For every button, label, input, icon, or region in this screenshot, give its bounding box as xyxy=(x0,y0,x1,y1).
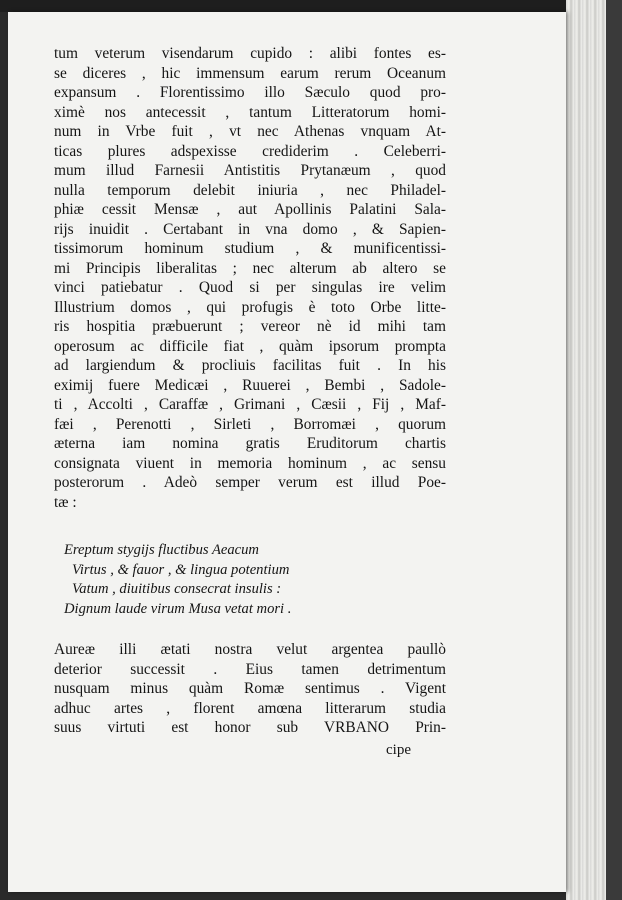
text-line: mi Principis liberalitas ; nec alterum ab altero se xyxy=(54,259,446,277)
text-line: nusquam minus quàm Romæ sentimus . Vigent xyxy=(54,680,446,697)
text-line: ximè nos antecessit , tantum Litteratorum homi- xyxy=(54,103,446,121)
verse-line: Dignum laude virum Musa vetat mori . xyxy=(64,600,292,617)
text-line: ticas plures adspexisse crediderim . Celeberri- xyxy=(54,142,446,160)
text-line: posterorum . Adeò semper verum est illud Poe- xyxy=(54,474,446,491)
text-line: ad largiendum & procliuis facilitas fuit . In his xyxy=(54,357,446,374)
text-line: deterior successit . Eius tamen detrimentum xyxy=(54,660,446,678)
verse-line: Vatum , diuitibus consecrat insulis : xyxy=(72,581,282,597)
scan-top-border xyxy=(0,0,622,12)
paragraph-2 xyxy=(54,640,446,738)
text-line: num in Vrbe fuit , vt nec Athenas vnquam At- xyxy=(54,123,446,140)
text-line: Illustrium domos , qui profugis è toto Orbe litte- xyxy=(54,298,446,316)
text-line: ti , Accolti , Caraffæ , Grimani , Cæsii , Fij , Maf- xyxy=(54,396,446,413)
book-page-edges xyxy=(566,0,622,900)
text-line: vinci patiebatur . Quod si per singulas ire velim xyxy=(54,279,446,296)
text-line: rijs inuidit . Certabant in vna domo , & Sapien- xyxy=(54,220,446,238)
text-line: Aureæ illi ætati nostra velut argentea paullò xyxy=(54,641,446,658)
catchword: cipe xyxy=(386,742,411,758)
scan-right-border xyxy=(606,0,622,900)
text-line: consignata viuent in memoria hominum , ac sensu xyxy=(54,454,446,472)
text-line: mum illud Farnesii Antistitis Prytanæum , quod xyxy=(54,162,446,179)
text-line: suus virtuti est honor sub VRBANO Prin- xyxy=(54,719,446,736)
verse-line: Ereptum stygijs fluctibus Aeacum xyxy=(64,542,259,558)
text-line: operosum ac difficile fiat , quàm ipsorum prompta xyxy=(54,337,446,355)
verse-quotation xyxy=(64,541,404,619)
text-line: se diceres , hic immensum earum rerum Oceanum xyxy=(54,64,446,82)
text-line: eximij fuere Medicæi , Ruuerei , Bembi , Sadole- xyxy=(54,376,446,394)
paragraph-1 xyxy=(54,44,446,512)
text-line: ris hospitia præbuerunt ; vereor nè id mihi tam xyxy=(54,318,446,335)
text-line: tum veterum visendarum cupido : alibi fontes es- xyxy=(54,45,446,62)
text-line: tæ : xyxy=(54,493,77,511)
text-line: phiæ cessit Mensæ , aut Apollinis Palatini Sala- xyxy=(54,201,446,218)
text-line: expansum . Florentissimo illo Sæculo quod pro- xyxy=(54,84,446,101)
text-line: nulla temporum delebit iniuria , nec Philadel- xyxy=(54,181,446,199)
text-line: fæi , Perenotti , Sirleti , Borromæi , quorum xyxy=(54,415,446,433)
text-line: adhuc artes , florent amœna litterarum studia xyxy=(54,699,446,717)
text-line: tissimorum hominum studium , & munificentissi- xyxy=(54,240,446,257)
verse-line: Virtus , & fauor , & lingua potentium xyxy=(72,561,290,578)
text-line: æterna iam nomina gratis Eruditorum chartis xyxy=(54,435,446,452)
